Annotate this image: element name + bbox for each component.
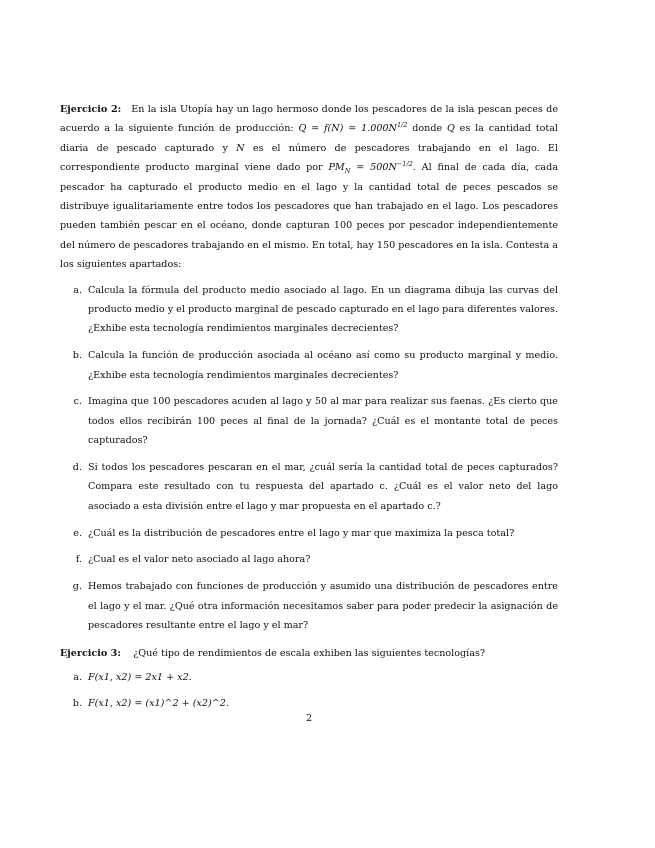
item-label: d. xyxy=(72,462,82,474)
list-item xyxy=(60,524,558,543)
exercise-2-statement: Ejercicio 2: En la isla Utopía hay un lago hermoso donde los pescadores de la isla pescan peces de acuerdo a la siguiente función de producción: $Q = f(N) = 1.000N^{1/2}$ donde Q es la cantidad total diaria de pescado capturado y N es el número de pescadores trabajando en el lago. El correspondiente producto marginal viene dado por $PM_N = 500N^{-1/2}$. Al final de cada día, cada pescador ha capturado el producto medio en el lago y la cantidad total de peces pescados se distribuye igualitariamente entre todos los pescadores que han trabajado en el lago. Los pescadores pueden también pescar en el océano, donde capturan 100 peces por pescador independientemente del número de pescadores trabajando en el mismo. En total, hay 150 pescadores en la isla. Contesta a los siguientes apartados: xyxy=(60,104,559,271)
list-item xyxy=(60,668,558,687)
marginal-product-formula: $PM_N = 500N^{-1/2}$ xyxy=(328,160,413,176)
item-text: ¿Cuál es la distribución de pescadores entre el lago y mar que maximiza la pesca total? xyxy=(88,527,515,539)
item-text: Hemos trabajado con funciones de producción y asumido una distribución de pescadores entre el lago y el mar. ¿Qué otra información necesitamos saber para poder predecir la asignación de pescadores resultante entre el lago y el mar? xyxy=(88,581,558,632)
exercise-2-title: Ejercicio 2: xyxy=(60,104,122,115)
list-item xyxy=(60,550,558,569)
list-item xyxy=(60,281,558,339)
item-label: b. xyxy=(72,350,82,362)
item-label: c. xyxy=(73,396,82,408)
exercise-3-items xyxy=(60,668,558,714)
list-item xyxy=(60,577,558,635)
list-item xyxy=(60,392,558,450)
item-text: ¿Cual es el valor neto asociado al lago ahora? xyxy=(88,554,311,566)
list-item xyxy=(60,694,558,713)
technology-formula: F(x1, x2) = 2x1 + x2. xyxy=(88,671,192,683)
item-label: e. xyxy=(73,527,82,539)
exercise-3-statement: Ejercicio 3: ¿Qué tipo de rendimientos de escala exhiben las siguientes tecnologías? xyxy=(60,647,486,659)
item-text: Imagina que 100 pescadores acuden al lago y 50 al mar para realizar sus faenas. ¿Es cierto que todos ellos recibirán 100 peces al final de la jornada? ¿Cuál es el montante total de peces capturados? xyxy=(88,396,558,447)
item-label: b. xyxy=(72,698,82,710)
item-text: Calcula la función de producción asociada al océano así como su producto marginal y medio. ¿Exhibe esta tecnología rendimientos marginales decrecientes? xyxy=(88,350,558,381)
item-label: a. xyxy=(73,284,82,296)
item-text: Si todos los pescadores pescaran en el mar, ¿cuál sería la cantidad total de peces capturados? Compara este resultado con tu respuesta del apartado c. ¿Cuál es el valor neto del lago asociado a esta división entre el lago y mar propuesta en el apartado c.? xyxy=(88,462,558,512)
document-page xyxy=(60,100,558,714)
item-label: f. xyxy=(75,554,82,566)
list-item xyxy=(60,346,558,385)
production-function: $Q = f(N) = 1.000N^{1/2}$ xyxy=(298,121,408,135)
page-number: 2 xyxy=(305,713,313,724)
item-label: a. xyxy=(73,671,82,683)
exercise-3-title: Ejercicio 3: xyxy=(60,647,121,659)
item-label: g. xyxy=(72,581,82,593)
technology-formula: F(x1, x2) = (x1)^2 + (x2)^2. xyxy=(88,698,229,710)
item-text: Calcula la fórmula del producto medio asociado al lago. En un diagrama dibuja las curvas del producto medio y el producto marginal de pescado capturado en el lago para diferentes valores. ¿Exhibe esta tecnología rendimientos marginales decrecientes? xyxy=(88,284,558,335)
list-item xyxy=(60,458,558,516)
exercise-2-items xyxy=(60,281,558,636)
